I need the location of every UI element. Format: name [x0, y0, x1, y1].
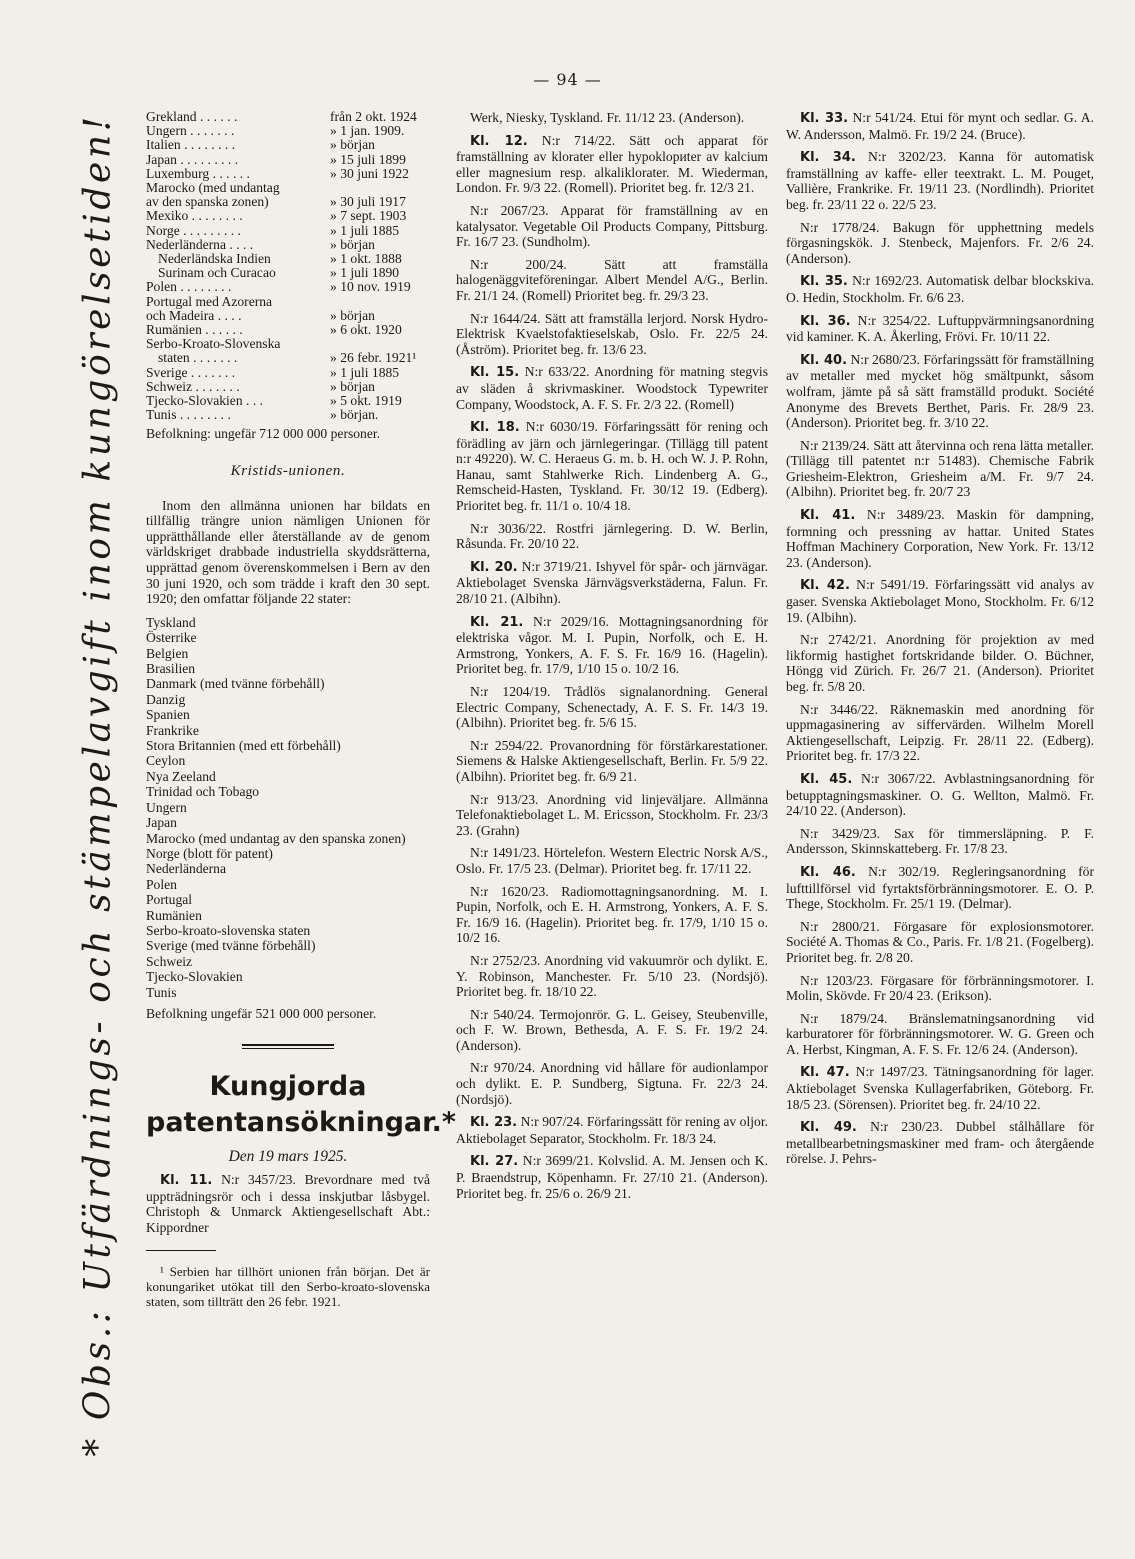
country-date: » 7 sept. 1903 [330, 208, 407, 224]
union-state-item: Trinidad och Tobago [146, 784, 260, 800]
country-row [146, 366, 430, 380]
union-states-list [146, 615, 430, 1000]
country-row [146, 252, 430, 266]
patent-entry: N:r 3036/22. Rostfri järnlegering. D. W. Berlin, Råsunda. Fr. 20/10 22. [456, 520, 768, 552]
country-row [146, 124, 430, 138]
patent-entry: Werk, Niesky, Tyskland. Fr. 11/12 23. (Anderson). [470, 110, 745, 125]
union-state-item: Japan [146, 815, 177, 831]
country-row [146, 380, 430, 394]
patent-entry: Kl. 47. N:r 1497/23. Tätningsanordning för lager. Aktiebolaget Svenska Kullagerfabriken, Göteborg. Fr. 18/5 23. (Sörensen). Prioritet beg. fr. 24/10 22. [786, 1064, 1094, 1112]
class-label: Kl. 15. [470, 365, 520, 381]
union-state-item: Rumänien [146, 907, 202, 923]
patent-entry: Kl. 23. N:r 907/24. Förfaringssätt för rening av oljor. Aktiebolaget Separator, Stockholm. Fr. 18/3 24. [456, 1114, 768, 1146]
country-row [146, 408, 430, 422]
patent-entry: N:r 2139/24. Sätt att återvinna och rena lätta metaller. (Tillägg till patentet n:r 51483). Chemische Fabrik Griesheim-Elektron, Griesheim a/M. Fr. 9/7 24. (Albihn). Prioritet beg. fr. 20/7 23 [786, 437, 1094, 500]
country-date [324, 295, 430, 309]
country-name: av den spanska zonen) [146, 194, 269, 210]
country-date [324, 181, 430, 195]
population-total-2: Befolkning ungefär 521 000 000 personer. [146, 1005, 377, 1021]
country-date: » 1 okt. 1888 [330, 251, 402, 267]
country-date: » 10 nov. 1919 [330, 279, 411, 295]
union-state-item: Nya Zeeland [146, 768, 216, 784]
country-name: staten . . . . . . . [158, 350, 238, 366]
union-state-item: Ceylon [146, 753, 186, 769]
union-state-item: Danmark (med tvänne förbehåll) [146, 676, 325, 692]
date-heading: Den 19 mars 1925. [228, 1147, 348, 1165]
country-row [146, 167, 430, 181]
side-banner-text: * Obs.: Utfärdnings- och stämpelavgift inom kungörelsetiden! [77, 113, 119, 1457]
patent-entry: Kl. 27. N:r 3699/21. Kolvslid. A. M. Jensen och K. P. Braendstrup, Köpenhamn. Fr. 27/10 21. (Anderson). Prioritet beg. fr. 25/6 o. 26/9 21. [456, 1153, 768, 1201]
patent-entry: N:r 1879/24. Bränslematningsanordning vid karburatorer för förbränningsmotorer. W. G. Green och A. Herbst, Kingman, A. F. S. Fr. 12/6 24. (Anderson). [786, 1010, 1094, 1057]
patent-entry: N:r 2067/23. Apparat för framställning av en katalysator. Vegetable Oil Products Company, Pittsburg. Fr. 16/7 23. (Sundholm). [456, 202, 768, 250]
patent-entry: Kl. 41. N:r 3489/23. Maskin för dampning, formning och pressning av hattar. United States Hoffman Machinery Corporation, New York. Fr. 13/12 23. (Anderson). [786, 507, 1094, 570]
country-row [146, 266, 430, 280]
union-state-item: Stora Britannien (med ett förbehåll) [146, 738, 341, 754]
class-label: Kl. 36. [800, 313, 851, 329]
country-row [146, 280, 430, 294]
country-row [146, 110, 430, 124]
patent-entry: N:r 913/23. Anordning vid linjeväljare. Allmänna Telefonaktiebolaget L. M. Ericsson, Stockholm. Fr. 23/3 23. (Grahn) [456, 791, 768, 838]
patent-entry: Kl. 20. N:r 3719/21. Ishyvel för spår- och järnvägar. Aktiebolaget Svenska Järnvägsverkstäderna, Falun. Fr. 28/10 21. (Albihn). [456, 558, 769, 607]
class-label: Kl. 40. [800, 352, 848, 368]
union-state-item: Polen [146, 876, 177, 892]
union-state-item: Brasilien [146, 661, 196, 677]
class-label: Kl. 18. [470, 420, 520, 436]
patent-entry: Kl. 12. N:r 714/22. Sätt och apparat för framställning av klorater eller hypoklориter av kalcium eller magnesium resp. alkaliklorater. M. Wiederman, London. Fr. 9/3 22. (Romell). Prioritet beg. fr. 12/3 21. [456, 132, 769, 196]
country-name: Nederländerna . . . . [146, 236, 254, 252]
main-title: Kungjorda patentansökningar.* [146, 1070, 456, 1138]
country-name: Polen . . . . . . . . [146, 279, 232, 295]
patent-entry: N:r 200/24. Sätt att framställa halogenäggviteföreningar. Albert Mendel A/G., Berlin. Fr. 21/1 24. (Romell) Prioritet beg. fr. 29/3 23. [456, 256, 768, 303]
country-date: » 5 okt. 1919 [330, 393, 402, 409]
country-date: från 2 okt. 1924 [330, 109, 417, 124]
patent-entry: Kl. 35. N:r 1692/23. Automatisk delbar blockskiva. O. Hedin, Stockholm. Fr. 6/6 23. [786, 273, 1094, 305]
patent-entry: N:r 1491/23. Hörtelefon. Western Electric Norsk A/S., Oslo. Fr. 17/5 23. (Delmar). Prioritet beg. fr. 17/11 22. [456, 845, 768, 876]
country-name: Rumänien . . . . . . [146, 322, 243, 338]
class-label: Kl. 20. [470, 559, 518, 575]
patent-entry: Kl. 49. N:r 230/23. Dubbel stålhållare för metallbearbetningsmaskiner med fram- och återgående rörelse. J. Pehrs- [786, 1119, 1094, 1167]
patent-entry: Kl. 33. N:r 541/24. Etui för mynt och sedlar. G. A. W. Andersson, Malmö. Fr. 19/2 24. (Bruce). [786, 110, 1094, 142]
patent-entry: N:r 540/24. Termojonrör. G. L. Geisey, Steubenville, och F. W. Brown, Bethesda, A. F. S. Fr. 19/2 24. (Anderson). [456, 1006, 768, 1053]
country-name: Italien . . . . . . . . [146, 137, 236, 153]
union-state-item: Portugal [146, 892, 193, 908]
union-heading: Kristids-unionen. [230, 463, 346, 480]
patent-entry: Kl. 18. N:r 6030/19. Förfaringssätt för rening och förädling av järn och järnlegeringar. (Tillägg till patent n:r 49220). W. C. Heraeus G. m. b. H. och W. J. P. Rohn, Hanau, samt Stahlwerke Rich. Lindenberg A. G., Remscheid-Hasten, Tyskland. Fr. 30/12 19. (Edberg). Prioritet beg. fr. 11/1 o. 10/4 18. [456, 419, 768, 514]
class-label: Kl. 49. [800, 1120, 857, 1136]
footnote: ¹ Serbien har tillhört unionen från början. Det är konungariket utökat till den Serbo-kroato-slovenska staten, som tillträtt den 26 febr. 1921. [146, 1263, 430, 1309]
country-row [146, 323, 430, 337]
country-name: Schweiz . . . . . . . [146, 378, 240, 394]
union-state-item: Ungern [146, 799, 187, 815]
union-state-item: Schweiz [146, 953, 193, 969]
class-label: Kl. 35. [800, 274, 848, 290]
union-state-item: Marocko (med undantag av den spanska zonen) [146, 830, 406, 846]
country-name: Marocko (med undantag [146, 180, 280, 196]
union-paragraph: Inom den allmänna unionen har bildats en tillfällig trängre union nämligen Unionen för upprätthållande eller återställande av de genom världskriget drabbade industriella skyddsrätterna, upprättad genom överenskommelsen i Bern av den 30 juni 1920, och som trädde i kraft den 30 sept. 1920; den omfattar följande 22 stater: [146, 497, 430, 607]
union-state-item: Tunis [146, 984, 177, 1000]
column-3 [786, 110, 1094, 1174]
union-state-item: Tyskland [146, 614, 196, 630]
union-state-item: Spanien [146, 707, 190, 723]
footnote-divider [146, 1250, 216, 1251]
country-date: » 30 juli 1917 [330, 194, 406, 210]
union-state-item: Nederländerna [146, 861, 227, 877]
country-date: » början [330, 378, 375, 394]
class-label: Kl. 27. [470, 1154, 519, 1170]
country-name: Portugal med Azorerna [146, 293, 273, 309]
country-name: Ungern . . . . . . . [146, 123, 235, 139]
country-row [146, 309, 430, 323]
country-date [324, 337, 430, 351]
patent-entry: N:r 1204/19. Trådlös signalanordning. General Electric Company, Schenectady, A. F. S. Fr. 14/3 19. (Albihn). Prioritet beg. fr. 5/6 15. [456, 684, 768, 731]
class-label: Kl. 45. [800, 771, 853, 787]
country-row [146, 195, 430, 209]
countries-table [146, 110, 430, 422]
country-name: Japan . . . . . . . . . [146, 151, 239, 167]
country-row [146, 394, 430, 408]
country-date: » 30 juni 1922 [330, 165, 409, 181]
country-row [146, 295, 430, 309]
country-name: Grekland . . . . . . [146, 109, 238, 124]
patent-entry: Kl. 34. N:r 3202/23. Kanna för automatisk framställning av kaffe- eller teextrakt. L. M. Pouget, Vallière, Frankrike. Fr. 19/11 23. (Nordlindh). Prioritet beg. fr. 23/11 22 o. 22/5 23. [786, 149, 1094, 212]
union-state-item: Sverige (med tvänne förbehåll) [146, 938, 316, 954]
page-number: — 94 — [533, 70, 602, 89]
country-date: » 1 juli 1885 [330, 364, 400, 380]
union-state-item: Tjecko-Slovakien [146, 969, 243, 985]
country-row [146, 238, 430, 252]
country-name: Serbo-Kroato-Slovenska [146, 336, 281, 352]
country-date: » 1 juli 1890 [330, 265, 400, 281]
country-row [146, 351, 430, 365]
patent-entry: Kl. 21. N:r 2029/16. Mottagningsanordning för elektriska vågor. M. I. Pupin, Norfolk, och E. H. Armstrong, Yonkers, A. F. S. Fr. 16/9 16. (Hagelin). Prioritet beg. fr. 17/9, 1/10 15 o. 10/2 16. [456, 613, 768, 677]
union-state-item: Serbo-kroato-slovenska staten [146, 922, 311, 938]
country-date: » början. [330, 407, 379, 423]
patent-entry: N:r 1620/23. Radiomottagningsanordning. M. I. Pupin, Norfolk, och E. H. Armstrong, Yonkers, A. F. S. Fr. 16/9 16. (Hagelin). Prioritet beg. fr. 17/9, 1/10 15 o. 10/2 16. [456, 883, 768, 946]
country-date: » början [330, 137, 375, 153]
patent-entry: N:r 1203/23. Förgasare för förbränningsmotorer. I. Molin, Skövde. Fr 20/4 23. (Erikson). [786, 972, 1094, 1004]
class-label: Kl. 11. [160, 1173, 213, 1189]
country-name: Tunis . . . . . . . . [146, 407, 231, 423]
union-state-item: Belgien [146, 645, 189, 661]
patent-entry: Kl. 15. N:r 633/22. Anordning för matning stegvis av släden å skrivmaskiner. Woodstock Typewriter Company, Woodstock, A. F. S. Fr. 2/3 22. (Romell) [456, 364, 768, 412]
side-banner [48, 90, 148, 1480]
column-2-entries [456, 110, 768, 1201]
country-name: Norge . . . . . . . . . [146, 222, 241, 238]
country-name: Tjecko-Slovakien . . . [146, 393, 264, 409]
column-1-entries [146, 1172, 430, 1235]
country-date: » 26 febr. 1921¹ [330, 350, 417, 366]
patent-entry: N:r 3429/23. Sax för timmersläpning. P. F. Andersson, Skinnskatteberg. Fr. 17/8 23. [786, 825, 1094, 857]
country-name: Nederländska Indien [158, 251, 271, 267]
country-row [146, 138, 430, 152]
country-date: » 1 jan. 1909. [330, 123, 405, 139]
class-label: Kl. 34. [800, 150, 856, 166]
section-divider [242, 1044, 334, 1049]
country-row [146, 337, 430, 351]
union-state-item: Österrike [146, 630, 197, 646]
patent-entry: N:r 2594/22. Provanordning för förstärkarestationer. Siemens & Halske Aktiengesellschaft, Berlin. Fr. 5/9 22. (Albihn). Prioritet beg. fr. 6/9 21. [456, 737, 768, 784]
country-name: Sverige . . . . . . . [146, 364, 236, 380]
patent-entry: N:r 1644/24. Sätt att framställa lerjord. Norsk Hydro-Elektrisk Kvaelstofaktieselskab, Oslo. Fr. 22/5 24. (Åström). Prioritet beg. fr. 13/6 23. [456, 310, 768, 357]
patent-entry: Kl. 46. N:r 302/19. Regleringsanordning för lufttillförsel vid fyrtaktsförbränningsmotorer. E. O. P. Thege, Stockholm. Fr. 25/1 19. (Delmar). [786, 863, 1094, 912]
union-state-item: Norge (blott för patent) [146, 845, 273, 861]
patent-entry: Kl. 45. N:r 3067/22. Avblastningsanordning för betupptagningsmaskiner. O. G. Wellton, Malmö. Fr. 24/10 22. (Anderson). [786, 770, 1094, 819]
patent-entry: N:r 3446/22. Räknemaskin med anordning för uppmagasinering av siffervärden. Wilhelm Morell Aktiengesellschaft, Leipzig. Fr. 28/11 22. (Edberg). Prioritet beg. fr. 17/3 22. [786, 701, 1094, 764]
class-label: Kl. 41. [800, 508, 856, 524]
union-state-item: Danzig [146, 691, 186, 707]
country-date: » 15 juli 1899 [330, 151, 406, 167]
country-date: » början [330, 307, 375, 323]
patent-entry: Kl. 11. N:r 3457/23. Brevordnare med två uppträdningsrör och i dessa inskjutbar låsbygel. Christoph & Unmarck Aktiengesellschaft Abt.: Kippordner [146, 1172, 430, 1235]
patent-entry: Kl. 36. N:r 3254/22. Luftuppvärmningsanordning vid kaminer. K. A. Åkerling, Frövi. Fr. 10/11 22. [786, 312, 1094, 345]
country-date: » början [330, 236, 375, 252]
column-2 [456, 110, 768, 1208]
country-row [146, 153, 430, 167]
column-3-entries [786, 110, 1094, 1167]
country-name: Surinam och Curacao [158, 265, 276, 281]
patent-entry: N:r 970/24. Anordning vid hållare för audionlampor och dylikt. E. P. Sundberg, Sigtuna. Fr. 22/3 24. (Nordsjö). [456, 1060, 768, 1107]
class-label: Kl. 21. [470, 614, 524, 630]
patent-entry: Kl. 42. N:r 5491/19. Förfaringssätt vid analys av gaser. Svenska Aktiebolaget Mono, Stockholm. Fr. 6/12 19. (Albihn). [786, 577, 1094, 625]
country-row [146, 181, 430, 195]
column-1 [146, 109, 456, 1322]
country-row [146, 224, 430, 238]
population-total-1: Befolkning: ungefär 712 000 000 personer. [146, 426, 381, 442]
class-label: Kl. 33. [800, 111, 849, 126]
patent-entry: N:r 2752/23. Anordning vid vakuumrör och dylikt. E. Y. Robinson, Manchester. Fr. 5/10 23. (Nordsjö). Prioritet beg. fr. 18/10 22. [456, 952, 768, 1000]
patent-entry: N:r 2800/21. Förgasare för explosionsmotorer. Société A. Thomas & Co., Paris. Fr. 1/8 21. (Fogelberg). Prioritet beg. fr. 2/8 20. [786, 918, 1094, 965]
class-label: Kl. 47. [800, 1065, 850, 1081]
patent-entry: Kl. 40. N:r 2680/23. Förfaringssätt för framställning av metaller med mycket hög smältpunkt, såsom wolfram, jämte på så sätt framställd produkt. Société Anonyme des Brevets Berthet, Paris. Fr. 28/9 23. (Anderson). Prioritet beg. fr. 3/10 22. [786, 351, 1094, 431]
country-name: Luxemburg . . . . . . [146, 165, 250, 181]
country-name: och Madeira . . . . [146, 307, 242, 323]
country-name: Mexiko . . . . . . . . [146, 208, 243, 224]
country-date: » 1 juli 1885 [330, 222, 400, 238]
country-date: » 6 okt. 1920 [330, 322, 402, 338]
class-label: Kl. 23. [470, 1115, 518, 1131]
union-state-item: Frankrike [146, 722, 199, 738]
patent-entry: N:r 2742/21. Anordning för projektion av med likformig hastighet fortskridande bilder. O. Büchner, Höngg vid Zürich. Fr. 26/7 21. (Anderson). Prioritet beg. fr. 5/8 20. [786, 632, 1094, 694]
class-label: Kl. 42. [800, 578, 850, 594]
class-label: Kl. 46. [800, 864, 856, 880]
patent-entry: N:r 1778/24. Bakugn för upphettning medels förgasningskök. J. Stenbeck, Majenfors. Fr. 2/6 24. (Anderson). [786, 219, 1094, 266]
class-label: Kl. 12. [470, 133, 528, 149]
country-row [146, 209, 430, 223]
